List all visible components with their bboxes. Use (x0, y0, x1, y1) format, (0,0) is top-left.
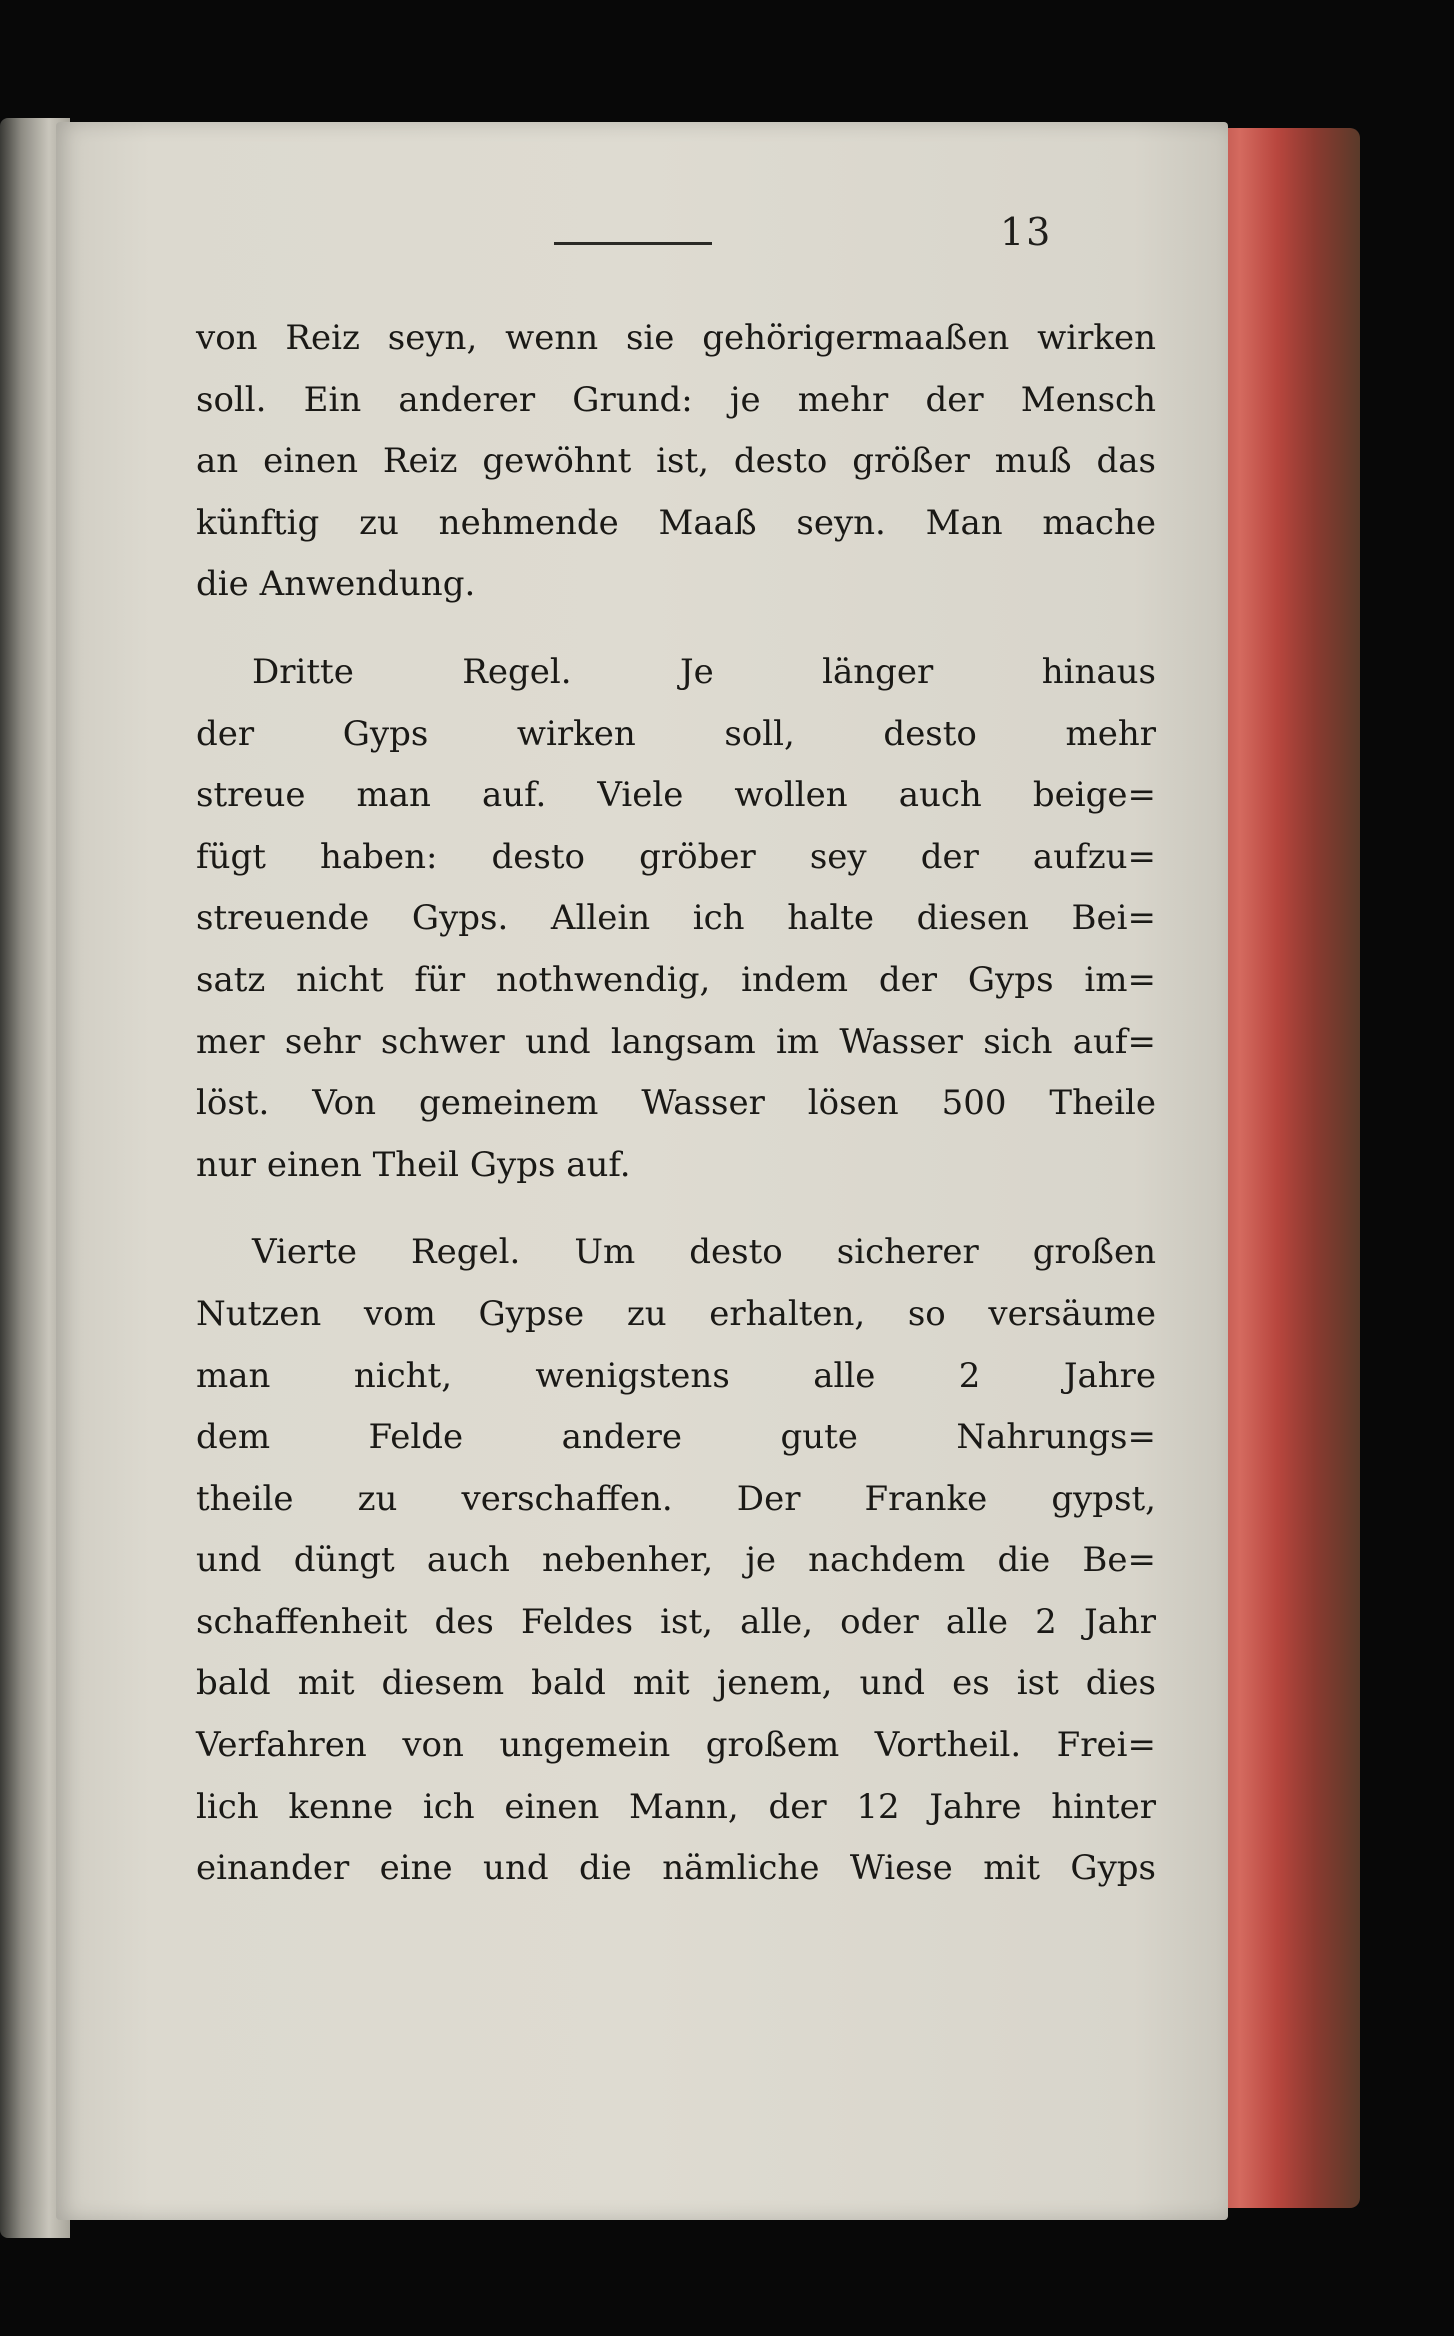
paragraph-gap (196, 1196, 1156, 1222)
text-line: streuende Gyps. Allein ich halte diesen Bei= (196, 898, 1156, 939)
paragraph-gap (196, 616, 1156, 642)
text-line: lich kenne ich einen Mann, der 12 Jahre hinter (196, 1786, 1156, 1827)
text-line: satz nicht für nothwendig, indem der Gyps im= (196, 959, 1156, 1000)
page-block-edge (1210, 128, 1360, 2208)
book-page (56, 122, 1228, 2220)
text-line: die Anwendung. (196, 564, 476, 605)
text-line: Nutzen vom Gypse zu erhalten, so versäume (196, 1293, 1156, 1334)
text-line: soll. Ein anderer Grund: je mehr der Mensch (196, 379, 1156, 420)
text-line: nur einen Theil Gyps auf. (196, 1144, 631, 1185)
header-rule (554, 242, 712, 245)
text-line: streue man auf. Viele wollen auch beige= (196, 775, 1156, 816)
text-line: der Gyps wirken soll, desto mehr (196, 713, 1156, 754)
text-line: von Reiz seyn, wenn sie gehörigermaaßen wirken (196, 318, 1156, 358)
page-text (196, 308, 1156, 1900)
text-line: dem Felde andere gute Nahrungs= (196, 1417, 1156, 1458)
text-line: Verfahren von ungemein großem Vortheil. Frei= (196, 1725, 1156, 1766)
text-line: fügt haben: desto gröber sey der aufzu= (196, 836, 1156, 877)
text-line: an einen Reiz gewöhnt ist, desto größer muß das (196, 441, 1156, 482)
text-line: künftig zu nehmende Maaß seyn. Man mache (196, 502, 1156, 543)
text-line: man nicht, wenigstens alle 2 Jahre (196, 1355, 1156, 1396)
text-line: Vierte Regel. Um desto sicherer großen (252, 1232, 1156, 1273)
text-line: einander eine und die nämliche Wiese mit Gyps (196, 1848, 1156, 1889)
text-line: Dritte Regel. Je länger hinaus (252, 651, 1156, 692)
page-number: 13 (1000, 210, 1053, 254)
text-line: schaffenheit des Feldes ist, alle, oder alle 2 Jahr (196, 1601, 1156, 1642)
text-line: und düngt auch nebenher, je nachdem die Be= (196, 1540, 1156, 1581)
text-line: bald mit diesem bald mit jenem, und es ist dies (196, 1663, 1156, 1704)
text-line: theile zu verschaffen. Der Franke gypst, (196, 1478, 1156, 1519)
text-line: löst. Von gemeinem Wasser lösen 500 Theile (196, 1083, 1156, 1124)
text-line: mer sehr schwer und langsam im Wasser sich auf= (196, 1021, 1156, 1062)
